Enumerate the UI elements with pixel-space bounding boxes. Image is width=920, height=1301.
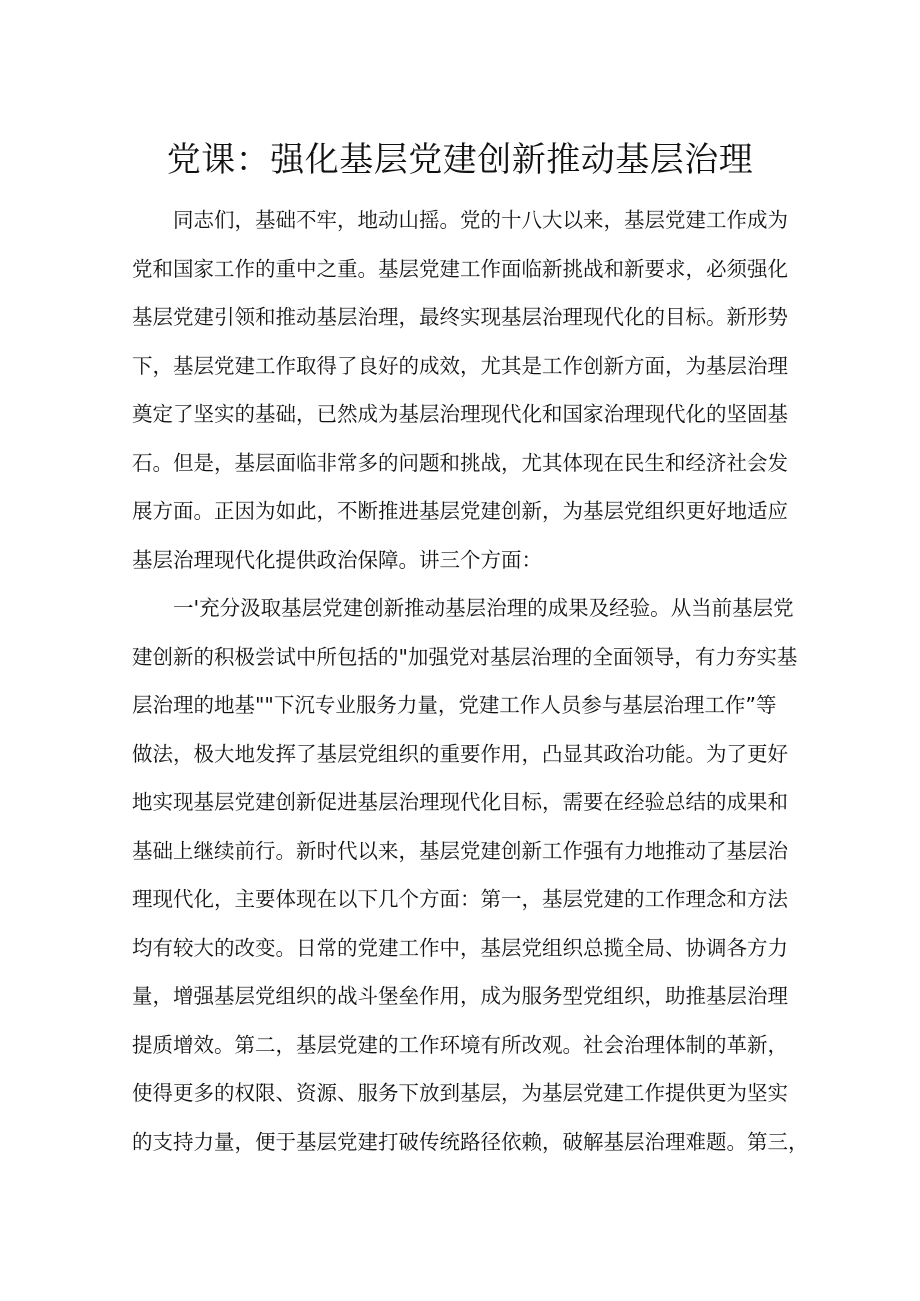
paragraph-line: 层治理的地基""下沉专业服务力量，党建工作人员参与基层治理工作”等 [132,693,777,717]
paragraph-line: 基层党建引领和推动基层治理，最终实现基层治理现代化的目标。新形势 [132,305,788,329]
paragraph-line: 同志们，基础不牢，地动山摇。党的十八大以来，基层党建工作成为 [173,208,788,232]
paragraph-line: 均有较大的改变。日常的党建工作中，基层党组织总揽全局、协调各方力 [132,935,788,960]
paragraph-line: 一'充分汲取基层党建创新推动基层治理的成果及经验。从当前基层党 [173,596,794,620]
paragraph-line: 展方面。正因为如此，不断推进基层党建创新，为基层党组织更好地适应 [132,499,788,523]
paragraph-line: 下，基层党建工作取得了良好的成效，尤其是工作创新方面，为基层治理 [132,353,788,378]
paragraph-line: 奠定了坚实的基础，已然成为基层治理现代化和国家治理现代化的坚固基 [132,402,788,426]
paragraph-line: 党和国家工作的重中之重。基层党建工作面临新挑战和新要求，必须强化 [132,256,788,281]
paragraph-line: 基础上继续前行。新时代以来，基层党建创新工作强有力地推动了基层治 [132,838,788,863]
paragraph-line: 地实现基层党建创新促进基层治理现代化目标，需要在经验总结的成果和 [132,790,788,814]
paragraph-line: 的支持力量，便于基层党建打破传统路径依赖，破解基层治理难题。第三， [132,1129,809,1154]
paragraph-line: 理现代化，主要体现在以下几个方面：第一，基层党建的工作理念和方法 [132,887,788,911]
paragraph-1 [132,196,792,584]
paragraph-line: 量，增强基层党组织的战斗堡垒作用，成为服务型党组织，助推基层治理 [132,984,788,1008]
page-title: 党课：强化基层党建创新推动基层治理 [166,140,754,180]
document-body [132,196,809,1166]
paragraph-line: 提质增效。第二，基层党建的工作环境有所改观。社会治理体制的革新， [132,1032,788,1057]
paragraph-line: 石。但是，基层面临非常多的问题和挑战，尤其体现在民生和经济社会发 [132,450,788,475]
paragraph-line: 做法，极大地发挥了基层党组织的重要作用，凸显其政治功能。为了更好 [132,741,788,766]
paragraph-line: 使得更多的权限、资源、服务下放到基层，为基层党建工作提供更为坚实 [132,1081,788,1105]
paragraph-line: 基层治理现代化提供政治保障。讲三个方面： [132,547,542,572]
paragraph-2 [132,584,809,1166]
paragraph-line: 建创新的积极尝试中所包括的"加强党对基层治理的全面领导，有力夯实基 [132,644,798,669]
